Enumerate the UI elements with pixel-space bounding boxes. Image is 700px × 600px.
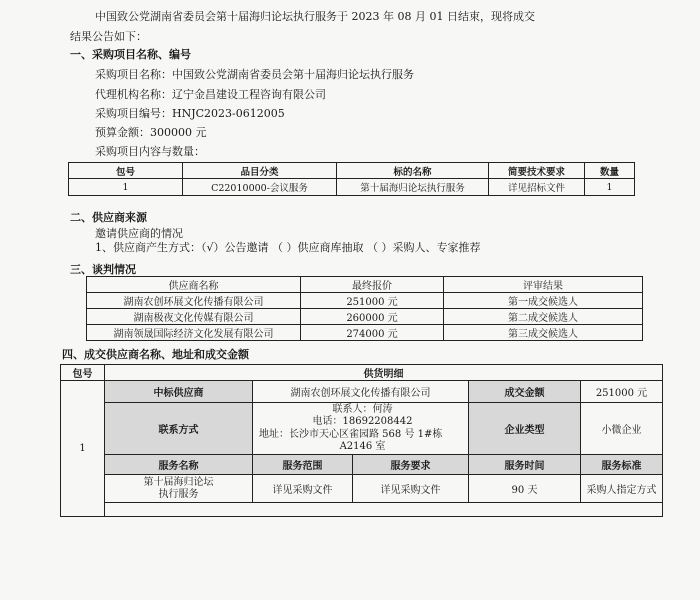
project-number: 采购项目编号：HNJC2023-0612005 (95, 107, 285, 120)
supplier-name: 湖南领晟国际经济文化发展有限公司 (87, 325, 301, 341)
service-scope: 详见采购文件 (253, 475, 353, 503)
contact-info (253, 403, 469, 455)
enterprise-type: 小微企业 (581, 403, 663, 455)
header-supply-detail: 供货明细 (105, 365, 663, 381)
header-final-quote: 最终报价 (301, 277, 444, 293)
final-quote: 251000 元 (301, 293, 444, 309)
project-name: 采购项目名称：中国致公党湖南省委员会第十届海归论坛执行服务 (95, 68, 414, 81)
award-table (60, 364, 663, 517)
header-category: 品目分类 (183, 163, 337, 179)
agency-name: 代理机构名称：辽宁金昌建设工程咨询有限公司 (95, 88, 326, 101)
table-row (87, 293, 643, 309)
label-service-time: 服务时间 (469, 455, 581, 475)
service-req: 详见采购文件 (353, 475, 469, 503)
service-standard: 采购人指定方式 (581, 475, 663, 503)
supplier-name: 湖南极夜文化传媒有限公司 (87, 309, 301, 325)
award-amount: 251000 元 (581, 381, 663, 403)
cell-category: C22010000-会议服务 (183, 179, 337, 196)
invitation-label: 邀请供应商的情况 (95, 227, 183, 240)
table-row (87, 325, 643, 341)
negotiation-table (86, 276, 643, 341)
result: 第三成交候选人 (444, 325, 643, 341)
contact-address: 地址：长沙市天心区雀园路 568 号 1#栋 (259, 428, 443, 440)
section-4-heading: 四、成交供应商名称、地址和成交金额 (62, 348, 249, 361)
winning-supplier: 湖南农创环展文化传播有限公司 (253, 381, 469, 403)
header-item-name: 标的名称 (337, 163, 489, 179)
header-quantity: 数量 (585, 163, 635, 179)
result: 第一成交候选人 (444, 293, 643, 309)
header-result: 评审结果 (444, 277, 643, 293)
service-name-line-1: 第十届海归论坛 (143, 476, 214, 488)
label-winning-supplier: 中标供应商 (105, 381, 253, 403)
final-quote: 274000 元 (301, 325, 444, 341)
package-number: 1 (61, 381, 105, 517)
cell-quantity: 1 (585, 179, 635, 196)
header-package-no: 包号 (69, 163, 183, 179)
service-name (105, 475, 253, 503)
contact-phone: 电话：18692208442 (312, 416, 413, 427)
label-service-scope: 服务范围 (253, 455, 353, 475)
table-bottom-row (105, 503, 663, 517)
label-award-amount: 成交金额 (469, 381, 581, 403)
budget: 预算金额：300000 元 (95, 126, 207, 139)
cell-item-name: 第十届海归论坛执行服务 (337, 179, 489, 196)
header-supplier-name: 供应商名称 (87, 277, 301, 293)
table-row (87, 309, 643, 325)
result: 第二成交候选人 (444, 309, 643, 325)
section-2-heading: 二、供应商来源 (70, 211, 147, 224)
label-enterprise-type: 企业类型 (469, 403, 581, 455)
cell-package-no: 1 (69, 179, 183, 196)
cell-tech-req: 详见招标文件 (489, 179, 585, 196)
intro-line-1: 中国致公党湖南省委员会第十届海归论坛执行服务于 2023 年 08 月 01 日结束，现将成交 (95, 10, 535, 23)
label-service-req: 服务要求 (353, 455, 469, 475)
label-contact: 联系方式 (105, 403, 253, 455)
label-service-name: 服务名称 (105, 455, 253, 475)
service-name-line-2: 执行服务 (158, 488, 199, 500)
contact-person: 联系人：何涛 (332, 403, 393, 415)
supplier-name: 湖南农创环展文化传播有限公司 (87, 293, 301, 309)
contact-address-cont: A2146 室 (339, 441, 386, 452)
final-quote: 260000 元 (301, 309, 444, 325)
supplier-source: 1、供应商产生方式：（√）公告邀请 （ ）供应商库抽取 （ ）采购人、专家推荐 (95, 241, 481, 254)
label-service-standard: 服务标准 (581, 455, 663, 475)
header-tech-req: 简要技术要求 (489, 163, 585, 179)
content-label: 采购项目内容与数量： (95, 145, 205, 158)
section-3-heading: 三、谈判情况 (70, 263, 136, 276)
intro-line-2: 结果公告如下： (70, 30, 147, 43)
header-package: 包号 (61, 365, 105, 381)
section-1-heading: 一、采购项目名称、编号 (70, 48, 191, 61)
procurement-content-table (68, 162, 635, 196)
service-time: 90 天 (469, 475, 581, 503)
